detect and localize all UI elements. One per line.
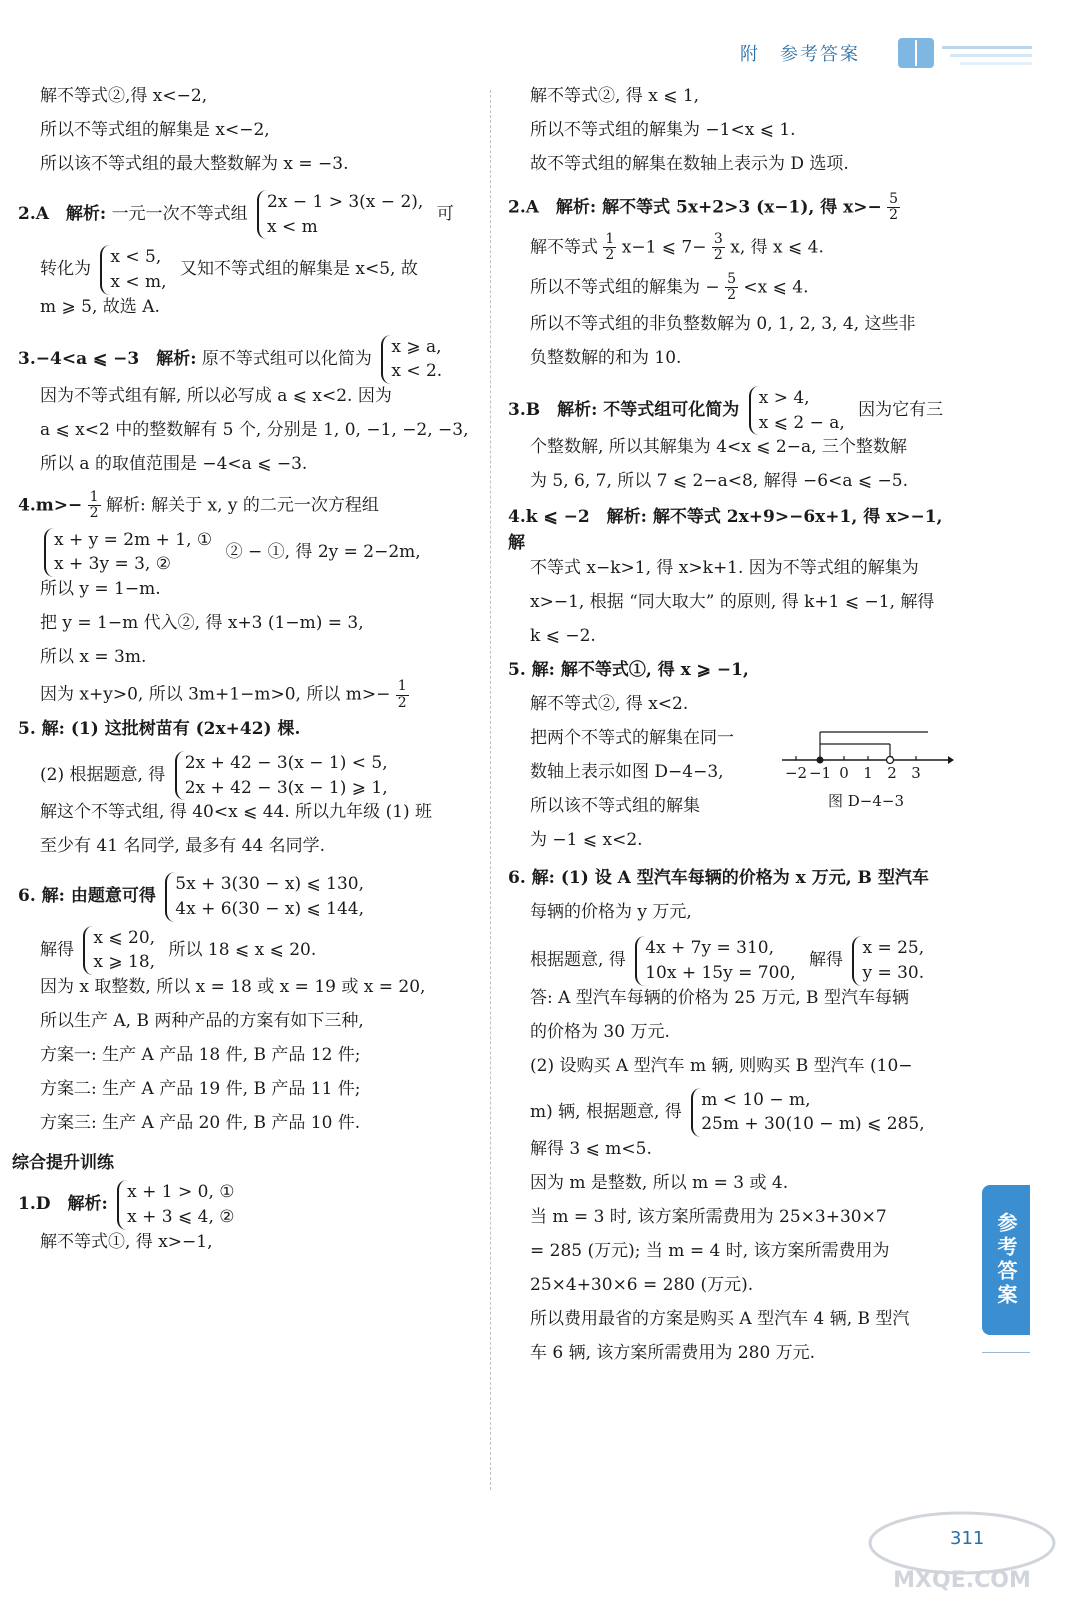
watermark-text: MXQE.COM [893, 1568, 1031, 1593]
system-line: 4x + 7y = 310, [645, 938, 774, 959]
number-line-tick-label: −2 [784, 764, 808, 783]
system-line: 2x − 1 > 3(x − 2), [267, 192, 424, 212]
fraction-numerator: 1 [397, 678, 407, 695]
text-line: = 285 (万元); 当 m = 4 时, 该方案所需费用为 [530, 1240, 890, 1261]
system-line: 2x + 42 − 3(x − 1) < 5, [184, 753, 388, 774]
system-line: x ⩽ 2 − a, [758, 412, 845, 433]
text-line: 所以 y = 1−m. [40, 579, 161, 600]
answer-item-6 [18, 872, 480, 921]
answer-item-s1 [18, 1180, 480, 1229]
fraction [725, 272, 738, 304]
answer-item-2 [18, 190, 480, 239]
fraction-numerator: 1 [605, 231, 615, 247]
system-line: x + 3y = 3, ② [54, 554, 171, 575]
text-line: 因为 x 取整数, 所以 x = 18 或 x = 19 或 x = 20, [40, 976, 426, 997]
page-number: 311 [950, 1528, 985, 1549]
side-tab-answers: 参考答案 [982, 1185, 1030, 1335]
text-span: 解析: 解关于 x, y 的二元一次方程组 [105, 495, 379, 516]
text-line: 方案三: 生产 A 产品 20 件, B 产品 10 件. [40, 1112, 361, 1133]
fraction-numerator: 5 [727, 271, 736, 287]
text-line: 解不等式②, 得 x<2. [530, 694, 689, 715]
text-line: 解不等式②, 得 x ⩽ 1, [530, 86, 700, 106]
text-line: 每辆的价格为 y 万元, [530, 902, 692, 923]
fraction-denominator: 2 [727, 287, 736, 304]
text-line: 不等式 x−k>1, 得 x>k+1. 因为不等式组的解集为 [530, 558, 919, 579]
watermark-logo [862, 1505, 1062, 1595]
figure-caption: 图 D−4−3 [827, 792, 905, 811]
answer-item-4 [18, 490, 480, 524]
equation-system [852, 936, 928, 985]
text-span: 所以不等式组的解集为 − [530, 277, 720, 298]
equation-system [44, 528, 216, 577]
system-line: 5x + 3(30 − x) ⩽ 130, [175, 874, 364, 895]
text-line: 所以 a 的取值范围是 −4<a ⩽ −3. [40, 453, 308, 474]
text-line: 所以 x = 3m. [40, 647, 147, 668]
text-span: 又知不等式组的解集是 x<5, 故 [179, 259, 418, 280]
open-point-icon [887, 757, 894, 764]
number-line-tick-label: −1 [808, 764, 832, 783]
side-divider [982, 1352, 1030, 1353]
text-line [508, 232, 956, 266]
text-line: 因为不等式组有解, 所以必写成 a ⩽ x<2. 因为 [40, 385, 392, 406]
equation-system [100, 245, 170, 294]
system-line: 10x + 15y = 700, [645, 962, 796, 983]
text-line [508, 272, 956, 306]
equation-system [257, 190, 427, 239]
number-line-tick-label: 2 [887, 764, 897, 783]
system-line: x ⩾ 18, [93, 952, 156, 973]
text-line: 所以该不等式组的最大整数解为 x = −3. [40, 154, 349, 174]
number-line-tick-label: 0 [839, 764, 849, 783]
text-line: 把两个不等式的解集在同一 [530, 728, 734, 749]
text-line: 方案二: 生产 A 产品 19 件, B 产品 11 件; [40, 1078, 361, 1099]
text-span: ② − ①, 得 2y = 2−2m, [225, 541, 421, 562]
text-line: (2) 设购买 A 型汽车 m 辆, 则购买 B 型汽车 (10− [530, 1055, 913, 1076]
closed-point-icon [817, 757, 824, 764]
system-line: x + 3 ⩽ 4, ② [127, 1207, 235, 1228]
equation-system [83, 926, 159, 975]
answer-item-3 [508, 386, 956, 435]
text-span: m) 辆, 根据题意, 得 [530, 1101, 682, 1122]
system-line: 25m + 30(10 − m) ⩽ 285, [701, 1114, 925, 1135]
text-line: 所以不等式组的解集是 x<−2, [40, 120, 270, 140]
text-line [18, 245, 480, 294]
equation-system [749, 386, 849, 435]
fraction [887, 192, 900, 224]
text-line [18, 926, 480, 975]
right-column [508, 84, 956, 1375]
text-line: 所以不等式组的非负整数解为 0, 1, 2, 3, 4, 这些非 [530, 314, 916, 334]
number-line-tick-label: 3 [911, 764, 921, 783]
fraction-denominator: 2 [713, 247, 723, 264]
equation-system [175, 751, 392, 800]
page-header-title: 附 参考答案 [740, 44, 860, 65]
left-column [12, 84, 480, 1264]
system-line: y = 30. [862, 962, 925, 983]
system-line: x = 25, [862, 938, 925, 959]
text-line: 的价格为 30 万元. [530, 1021, 670, 1042]
text-span: 因为它有三 [858, 400, 944, 421]
text-line [18, 528, 480, 577]
text-span: x−1 ⩽ 7− [621, 237, 707, 258]
equation-system [165, 872, 368, 921]
answer-label: 6. 解: 由题意可得 [18, 886, 156, 907]
text-line: 方案一: 生产 A 产品 18 件, B 产品 12 件; [40, 1044, 361, 1065]
text-line: 车 6 辆, 该方案所需费用为 280 万元. [530, 1342, 816, 1363]
fraction [396, 679, 409, 711]
text-line: 把 y = 1−m 代入②, 得 x+3 (1−m) = 3, [40, 613, 364, 634]
text-span: 解得 [809, 950, 844, 971]
number-line-figure [778, 726, 954, 816]
answer-item-3 [18, 335, 480, 384]
text-line: 故不等式组的解集在数轴上表示为 D 选项. [530, 154, 849, 174]
text-span: (2) 根据题意, 得 [40, 765, 166, 786]
text-line: 解这个不等式组, 得 40<x ⩽ 44. 所以九年级 (1) 班 [40, 802, 433, 823]
text-line: m ⩾ 5, 故选 A. [40, 296, 160, 317]
fraction-numerator: 3 [713, 231, 723, 247]
text-line: 为 5, 6, 7, 所以 7 ⩽ 2−a<8, 解得 −6<a ⩽ −5. [530, 471, 908, 492]
answer-label: 1.D 解析: [18, 1194, 108, 1215]
answer-label: 3.B 解析: 不等式组可化简为 [508, 400, 740, 421]
equation-system [381, 335, 446, 384]
fraction [712, 232, 725, 264]
text-line: 答: A 型汽车每辆的价格为 25 万元, B 型汽车每辆 [530, 987, 909, 1008]
system-line: x ⩾ a, [391, 336, 442, 357]
fraction-denominator: 2 [889, 207, 899, 224]
text-line: 当 m = 3 时, 该方案所需费用为 25×3+30×7 [530, 1206, 887, 1227]
answer-item-5: 5. 解: (1) 这批树苗有 (2x+42) 棵. [18, 719, 301, 740]
system-line: 2x + 42 − 3(x − 1) ⩾ 1, [184, 777, 388, 798]
text-span: 解得 [40, 939, 74, 960]
text-line: 个整数解, 所以其解集为 4<x ⩽ 2−a, 三个整数解 [530, 437, 907, 458]
answer-item-2 [508, 192, 956, 226]
text-line: 因为 m 是整数, 所以 m = 3 或 4. [530, 1172, 789, 1193]
text-line: 25×4+30×6 = 280 (万元). [530, 1274, 754, 1295]
answer-label: 4.m>− [18, 495, 83, 516]
system-line: 4x + 6(30 − x) ⩽ 144, [175, 899, 364, 920]
fraction-numerator: 5 [889, 191, 899, 207]
text-span: x, 得 x ⩽ 4. [730, 237, 824, 258]
text-line: 解得 3 ⩽ m<5. [530, 1138, 652, 1159]
text-span: <x ⩽ 4. [743, 277, 809, 298]
text-span: 因为 x+y>0, 所以 3m+1−m>0, 所以 m>− [40, 684, 391, 705]
text-span: 原不等式组可以化简为 [201, 348, 372, 369]
text-span: 所以 18 ⩽ x ⩽ 20. [168, 939, 317, 960]
header-book-icon [890, 32, 1040, 74]
system-line: x < m, [110, 271, 167, 292]
text-line: 所以费用最省的方案是购买 A 型汽车 4 辆, B 型汽 [530, 1308, 910, 1329]
system-line: x > 4, [758, 388, 810, 408]
text-line: 数轴上表示如图 D−4−3, [530, 762, 724, 783]
answer-item-4: 4.k ⩽ −2 解析: 解不等式 2x+9>−6x+1, 得 x>−1, 解 [508, 507, 943, 553]
text-span: 可 [436, 204, 454, 225]
text-span: 一元一次不等式组 [111, 204, 248, 225]
text-line [18, 751, 480, 800]
text-line: 至少有 41 名同学, 最多有 44 名同学. [40, 836, 326, 857]
fraction-numerator: 1 [89, 488, 99, 505]
equation-system [635, 936, 799, 985]
text-line: x>−1, 根据 “同大取大” 的原则, 得 k+1 ⩽ −1, 解得 [530, 592, 935, 613]
system-line: x ⩽ 20, [93, 927, 156, 948]
text-line [508, 1088, 956, 1137]
text-line: 所以生产 A, B 两种产品的方案有如下三种, [40, 1010, 364, 1031]
system-line: x + 1 > 0, ① [127, 1182, 235, 1203]
answer-item-5: 5. 解: 解不等式①, 得 x ⩾ −1, [508, 660, 749, 681]
fraction [88, 490, 101, 522]
fraction-denominator: 2 [397, 694, 407, 711]
system-line: x < 5, [110, 247, 162, 268]
text-line [508, 936, 956, 985]
answer-label: 2.A 解析: [18, 204, 107, 225]
text-line [18, 679, 480, 713]
system-line: x < 2. [391, 361, 443, 382]
system-line: x < m [267, 216, 318, 237]
fraction-denominator: 2 [605, 247, 615, 264]
text-line: 负整数解的和为 10. [530, 348, 682, 368]
section-title: 综合提升训练 [12, 1152, 114, 1173]
answer-label: 2.A 解析: 解不等式 5x+2>3 (x−1), 得 x>− [508, 197, 882, 218]
text-line: 解不等式②,得 x<−2, [40, 86, 208, 106]
answer-label: 3.−4<a ⩽ −3 解析: [18, 348, 197, 369]
column-divider [490, 90, 491, 1490]
system-line: x + y = 2m + 1, ① [54, 529, 213, 550]
equation-system [117, 1180, 238, 1229]
figure-block [508, 726, 956, 862]
system-line: m < 10 − m, [701, 1089, 811, 1110]
text-line: 所以不等式组的解集为 −1<x ⩽ 1. [530, 120, 796, 140]
equation-system [691, 1088, 928, 1137]
number-line-tick-label: 1 [863, 764, 873, 783]
fraction [603, 232, 616, 264]
text-line: 所以该不等式组的解集 [530, 796, 700, 817]
text-span: 解不等式 [530, 237, 598, 258]
fraction-denominator: 2 [89, 505, 99, 522]
text-line: 解不等式①, 得 x>−1, [40, 1231, 213, 1252]
text-span: 转化为 [40, 259, 91, 280]
axis-arrow-icon [948, 756, 954, 764]
text-line: a ⩽ x<2 中的整数解有 5 个, 分别是 1, 0, −1, −2, −3, [40, 419, 469, 440]
answer-item-6: 6. 解: (1) 设 A 型汽车每辆的价格为 x 万元, B 型汽车 [508, 868, 929, 889]
text-line: k ⩽ −2. [530, 626, 596, 647]
text-span: 根据题意, 得 [530, 950, 626, 971]
text-line: 为 −1 ⩽ x<2. [530, 830, 643, 851]
